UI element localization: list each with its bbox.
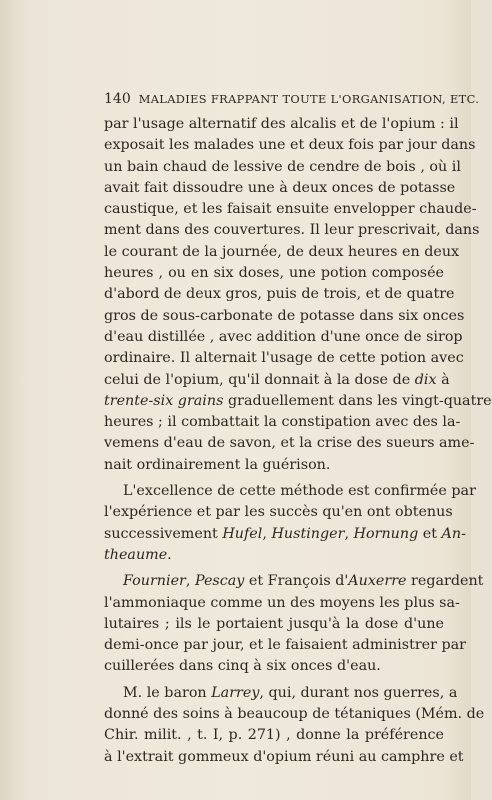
- text-line: l'ammoniaque comme un des moyens les plus sa-: [104, 594, 460, 611]
- italic-text: dix: [414, 371, 437, 388]
- text-line: ordinaire. Il alternait l'usage de cette potion avec: [104, 350, 464, 367]
- text-line: donné des soins à beaucoup de tétaniques (Mém. de: [104, 706, 485, 723]
- text-line: heures ; il combattait la constipation avec des la-: [104, 414, 461, 431]
- text-line: exposait les malades une et deux fois par jour dans: [104, 137, 476, 154]
- text-line: le courant de la journée, de deux heures en deux: [104, 243, 460, 260]
- page-number: 140: [104, 91, 131, 107]
- text-line: d'eau distillée , avec addition d'une once de sirop: [104, 328, 463, 345]
- text-line: celui de l'opium, qu'il donnait à la dose de dix à: [104, 371, 450, 388]
- italic-text: Pescay: [194, 573, 245, 590]
- text-line: ment dans des couvertures. Il leur prescrivait, dans: [104, 222, 480, 239]
- text-line: lutaires ; ils le portaient jusqu'à la dose d'une: [104, 615, 444, 632]
- text-line: nait ordinairement la guérison.: [104, 456, 331, 473]
- text-line: cuillerées dans cinq à six onces d'eau.: [104, 658, 381, 675]
- paragraph-2: [104, 481, 476, 566]
- italic-text: theaume: [104, 546, 168, 563]
- running-header: [104, 91, 480, 107]
- text-line: L'excellence de cette méthode est confirmée par: [123, 483, 476, 500]
- body-text: [104, 114, 492, 768]
- text-line: à l'extrait gommeux d'opium réuni au camphre et: [104, 748, 464, 765]
- text-line: caustique, et les faisait ensuite envelopper chaude-: [104, 201, 477, 218]
- italic-text: Larrey: [211, 684, 260, 701]
- italic-text: Hornung: [353, 525, 419, 542]
- text-line: demi-once par jour, et le faisaient administrer par: [104, 637, 467, 654]
- text-line: theaume.: [104, 546, 172, 563]
- text-line: heures , ou en six doses, une potion composée: [104, 265, 444, 282]
- text-line: Chir. milit. , t. I, p. 271) , donne la préférence: [104, 727, 444, 744]
- text-line: un bain chaud de lessive de cendre de bois , où il: [104, 158, 461, 175]
- italic-text: Hustinger: [271, 525, 345, 542]
- text-line: gros de sous-carbonate de potasse dans six onces: [104, 307, 465, 324]
- italic-text: An-: [441, 525, 466, 542]
- text-line: vemens d'eau de savon, et la crise des sueurs ame-: [104, 435, 475, 452]
- paragraph-3: [104, 571, 484, 677]
- text-line: avait fait dissoudre une à deux onces de potasse: [104, 179, 456, 196]
- italic-text: Fournier: [123, 573, 186, 590]
- text-line: successivement Hufel, Hustinger, Hornung et An-: [104, 525, 466, 542]
- text-line: par l'usage alternatif des alcalis et de l'opium : il: [104, 116, 459, 132]
- text-line: l'expérience et par les succès qu'en ont obtenus: [104, 504, 453, 521]
- text-line: trente-six grains graduellement dans les vingt-quatre: [104, 392, 492, 409]
- text-line: Fournier, Pescay et François d'Auxerre regardent: [123, 573, 484, 590]
- paragraph-1: [104, 114, 492, 476]
- italic-text: trente-six grains: [104, 392, 224, 409]
- italic-text: Hufel: [222, 525, 263, 542]
- text-line: M. le baron Larrey, qui, durant nos guerres, a: [123, 684, 458, 701]
- text-line: d'abord de deux gros, puis de trois, et de quatre: [104, 286, 455, 303]
- running-title: MALADIES FRAPPANT TOUTE L'ORGANISATION, ETC.: [138, 92, 480, 106]
- italic-text: Auxerre: [348, 573, 407, 590]
- paragraph-4: [104, 683, 485, 768]
